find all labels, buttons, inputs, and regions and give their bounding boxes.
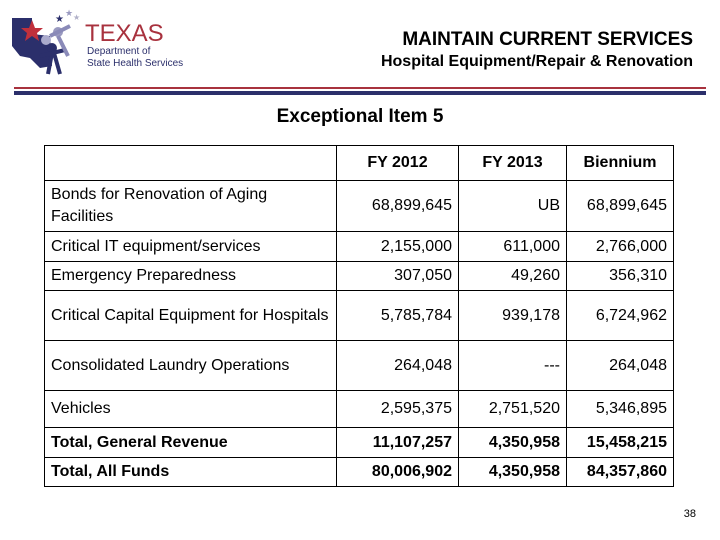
dshs-logo	[10, 6, 200, 76]
fy2013-cell: 939,178	[459, 291, 567, 341]
biennium-cell: 5,346,895	[567, 391, 674, 428]
column-header	[45, 146, 337, 181]
fy2012-cell: 11,107,257	[337, 428, 459, 458]
budget-table	[44, 145, 674, 487]
row-label: Consolidated Laundry Operations	[45, 341, 337, 391]
row-label: Total, All Funds	[45, 458, 337, 487]
column-header: FY 2013	[459, 146, 567, 181]
table-row	[45, 391, 674, 428]
row-label: Vehicles	[45, 391, 337, 428]
biennium-cell: 84,357,860	[567, 458, 674, 487]
fy2013-cell: UB	[459, 181, 567, 232]
page-subtitle: Hospital Equipment/Repair & Renovation	[380, 53, 693, 70]
table-row	[45, 341, 674, 391]
biennium-cell: 68,899,645	[567, 181, 674, 232]
fy2013-cell: 49,260	[459, 262, 567, 291]
svg-text:★: ★	[65, 8, 74, 18]
fy2013-cell: 611,000	[459, 232, 567, 262]
row-label: Emergency Preparedness	[45, 262, 337, 291]
texas-people-icon	[10, 6, 85, 76]
page-title: MAINTAIN CURRENT SERVICES	[402, 29, 693, 50]
fy2012-cell: 264,048	[337, 341, 459, 391]
svg-text:★: ★	[73, 13, 81, 22]
row-label: Critical IT equipment/services	[45, 232, 337, 262]
page-number: 38	[683, 508, 696, 520]
biennium-cell: 2,766,000	[567, 232, 674, 262]
fy2013-cell: 2,751,520	[459, 391, 567, 428]
fy2012-cell: 307,050	[337, 262, 459, 291]
biennium-cell: 356,310	[567, 262, 674, 291]
biennium-cell: 264,048	[567, 341, 674, 391]
logo-dept-text: Department of	[87, 46, 151, 57]
fy2012-cell: 5,785,784	[337, 291, 459, 341]
row-label: Critical Capital Equipment for Hospitals	[45, 291, 337, 341]
biennium-cell: 15,458,215	[567, 428, 674, 458]
section-heading: Exceptional Item 5	[276, 106, 444, 127]
divider-blue	[14, 91, 706, 95]
fy2012-cell: 2,595,375	[337, 391, 459, 428]
table-header-row	[45, 146, 674, 181]
logo-agency-text: State Health Services	[87, 58, 184, 69]
biennium-cell: 6,724,962	[567, 291, 674, 341]
logo-texas-text: TEXAS	[85, 20, 164, 47]
fy2012-cell: 2,155,000	[337, 232, 459, 262]
table-row	[45, 262, 674, 291]
table-row	[45, 232, 674, 262]
total-row	[45, 428, 674, 458]
table-row	[45, 291, 674, 341]
fy2013-cell: 4,350,958	[459, 458, 567, 487]
column-header: Biennium	[567, 146, 674, 181]
fy2012-cell: 80,006,902	[337, 458, 459, 487]
fy2013-cell: ---	[459, 341, 567, 391]
row-label: Total, General Revenue	[45, 428, 337, 458]
total-row	[45, 458, 674, 487]
svg-text:★: ★	[55, 14, 64, 25]
fy2013-cell: 4,350,958	[459, 428, 567, 458]
divider-red	[14, 87, 706, 89]
column-header: FY 2012	[337, 146, 459, 181]
table-row	[45, 181, 674, 232]
row-label: Bonds for Renovation of Aging Facilities	[45, 181, 337, 232]
fy2012-cell: 68,899,645	[337, 181, 459, 232]
